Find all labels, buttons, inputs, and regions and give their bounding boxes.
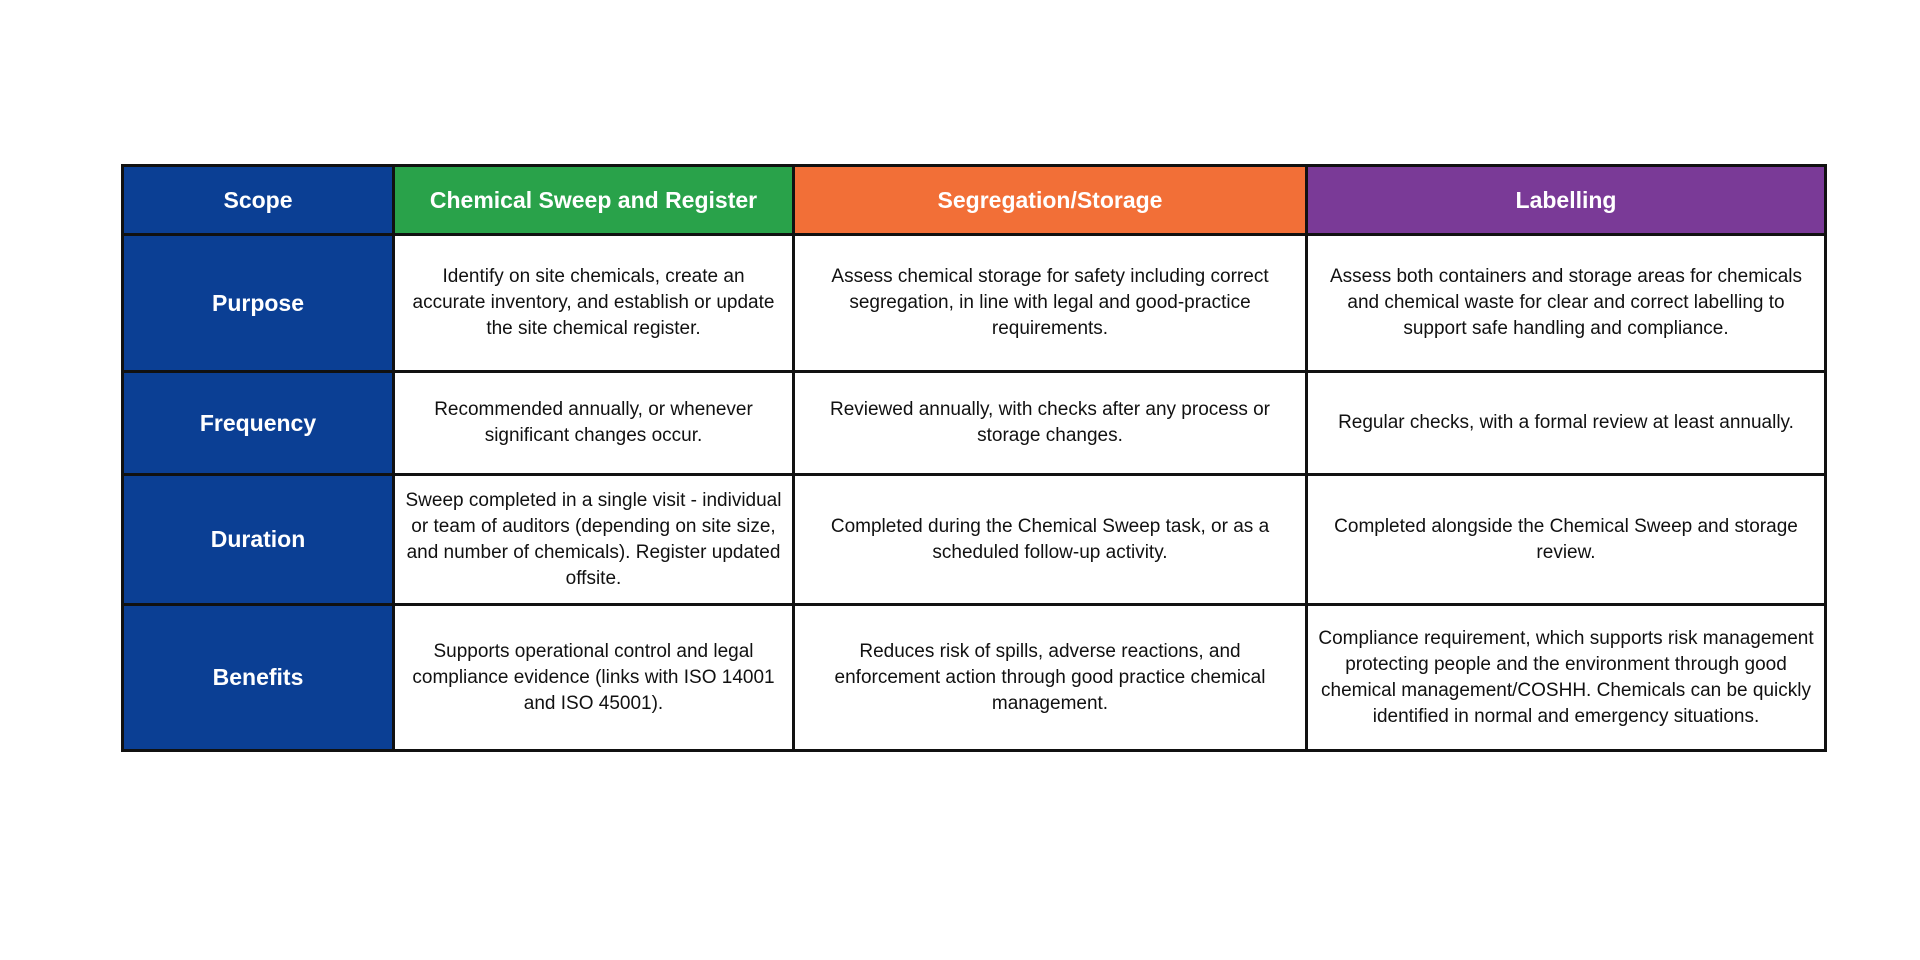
cell-frequency-labelling: Regular checks, with a formal review at least annually. <box>1307 372 1826 475</box>
header-labelling: Labelling <box>1307 166 1826 235</box>
cell-benefits-labelling: Compliance requirement, which supports risk management protecting people and the environment through good chemical management/COSHH. Chemicals can be quickly identified in normal and emergency situations. <box>1307 605 1826 751</box>
cell-duration-labelling: Completed alongside the Chemical Sweep and storage review. <box>1307 475 1826 605</box>
cell-benefits-sweep: Supports operational control and legal compliance evidence (links with ISO 14001 and ISO 45001). <box>394 605 794 751</box>
header-chemical-sweep: Chemical Sweep and Register <box>394 166 794 235</box>
header-scope: Scope <box>123 166 394 235</box>
scope-table-container <box>121 164 1824 752</box>
table-row-frequency <box>123 372 1826 475</box>
table-row-benefits <box>123 605 1826 751</box>
row-label-duration: Duration <box>123 475 394 605</box>
scope-table <box>121 164 1827 752</box>
cell-purpose-labelling: Assess both containers and storage areas for chemicals and chemical waste for clear and correct labelling to support safe handling and compliance. <box>1307 235 1826 372</box>
cell-purpose-storage: Assess chemical storage for safety including correct segregation, in line with legal and good-practice requirements. <box>794 235 1307 372</box>
cell-duration-sweep: Sweep completed in a single visit - individual or team of auditors (depending on site size, and number of chemicals). Register updated offsite. <box>394 475 794 605</box>
table-header-row <box>123 166 1826 235</box>
row-label-frequency: Frequency <box>123 372 394 475</box>
table-row-duration <box>123 475 1826 605</box>
cell-frequency-storage: Reviewed annually, with checks after any process or storage changes. <box>794 372 1307 475</box>
cell-purpose-sweep: Identify on site chemicals, create an accurate inventory, and establish or update the site chemical register. <box>394 235 794 372</box>
table-row-purpose <box>123 235 1826 372</box>
row-label-benefits: Benefits <box>123 605 394 751</box>
cell-frequency-sweep: Recommended annually, or whenever significant changes occur. <box>394 372 794 475</box>
cell-duration-storage: Completed during the Chemical Sweep task, or as a scheduled follow-up activity. <box>794 475 1307 605</box>
row-label-purpose: Purpose <box>123 235 394 372</box>
cell-benefits-storage: Reduces risk of spills, adverse reactions, and enforcement action through good practice chemical management. <box>794 605 1307 751</box>
header-segregation-storage: Segregation/Storage <box>794 166 1307 235</box>
